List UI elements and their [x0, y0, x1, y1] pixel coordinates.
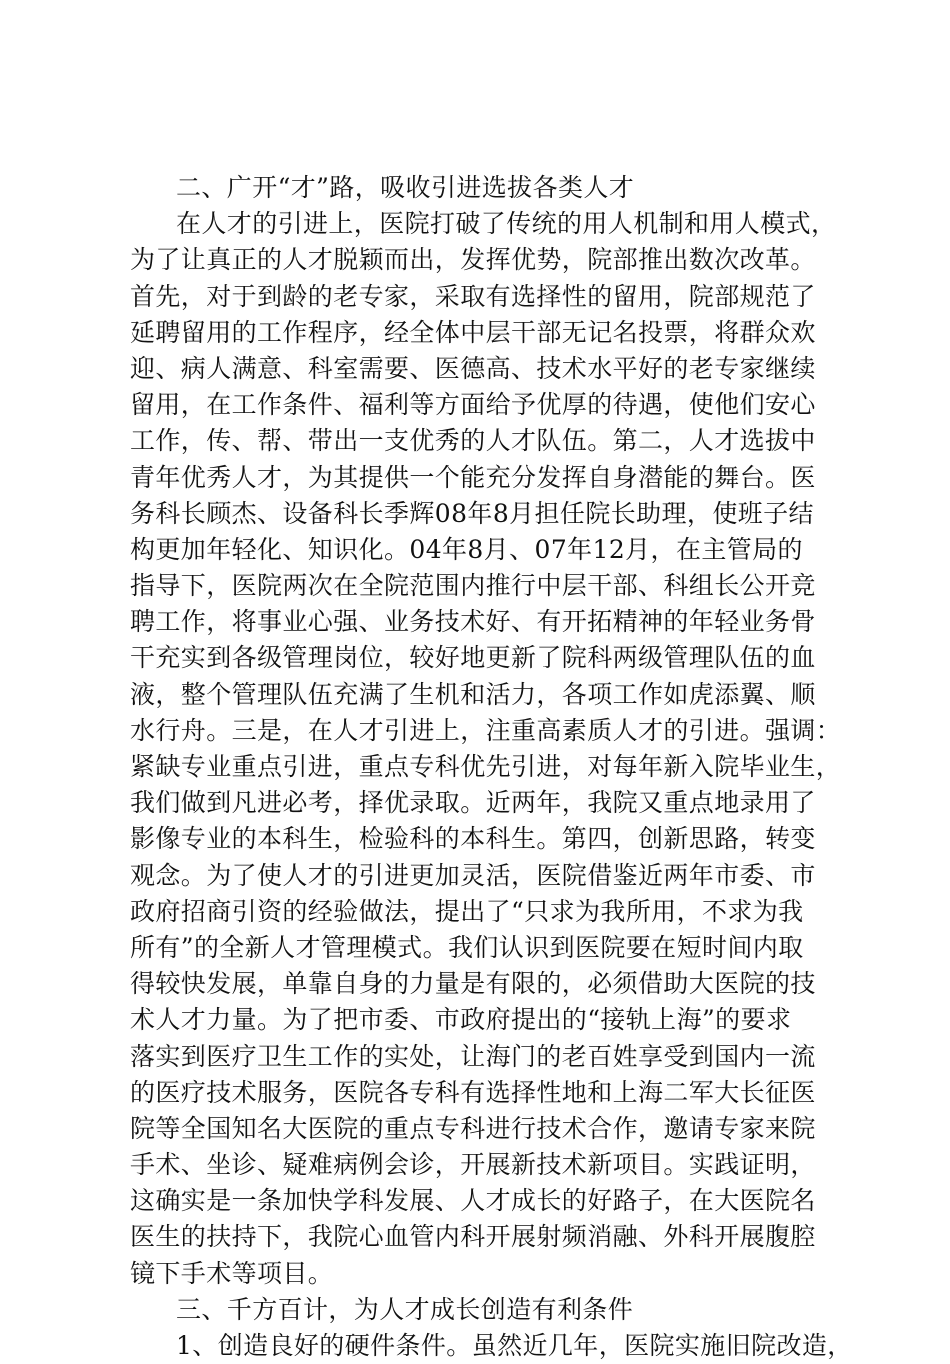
paragraph-line: 的医疗技术服务，医院各专科有选择性地和上海二军大长征医: [130, 1077, 816, 1107]
paragraph-line: 指导下，医院两次在全院范围内推行中层干部、科组长公开竞: [130, 571, 816, 601]
paragraph-line: 在人才的引进上，医院打破了传统的用人机制和用人模式，: [176, 209, 837, 239]
paragraph-line: 留用，在工作条件、福利等方面给予优厚的待遇，使他们安心: [130, 390, 816, 420]
paragraph-line: 水行舟。三是，在人才引进上，注重高素质人才的引进。强调：: [130, 715, 842, 745]
paragraph-line: 医生的扶持下，我院心血管内科开展射频消融、外科开展腹腔: [130, 1222, 816, 1252]
paragraph-line: 术人才力量。为了把市委、市政府提出的“接轨上海”的要求: [130, 1005, 792, 1035]
paragraph-line: 延聘留用的工作程序，经全体中层干部无记名投票，将群众欢: [130, 317, 816, 347]
paragraph-line: 迎、病人满意、科室需要、医德高、技术水平好的老专家继续: [130, 353, 816, 383]
section-heading-2: 二、广开“才”路，吸收引进选拔各类人才: [176, 173, 635, 202]
paragraph-line: 干充实到各级管理岗位，较好地更新了院科两级管理队伍的血: [130, 643, 816, 673]
paragraph-line: 紧缺专业重点引进，重点专科优先引进，对每年新入院毕业生，: [130, 752, 842, 781]
paragraph-line: 聘工作，将事业心强、业务技术好、有开拓精神的年轻业务骨: [130, 607, 816, 637]
paragraph-line: 青年优秀人才，为其提供一个能充分发挥自身潜能的舞台。医: [130, 462, 816, 492]
paragraph-line: 务科长顾杰、设备科长季辉08年8月担任院长助理，使班子结: [130, 498, 814, 528]
paragraph-line: 观念。为了使人才的引进更加灵活，医院借鉴近两年市委、市: [130, 860, 816, 890]
paragraph-line: 院等全国知名大医院的重点专科进行技术合作，邀请专家来院: [130, 1113, 816, 1143]
paragraph-line: 所有”的全新人才管理模式。我们认识到医院要在短时间内取: [130, 932, 804, 962]
paragraph-line: 工作，传、帮、带出一支优秀的人才队伍。第二，人才选拔中: [130, 426, 816, 456]
section-heading-3: 三、千方百计，为人才成长创造有利条件: [176, 1294, 634, 1324]
paragraph-line: 得较快发展，单靠自身的力量是有限的，必须借助大医院的技: [130, 969, 816, 999]
paragraph-line: 1、创造良好的硬件条件。虽然近几年，医院实施旧院改造，: [176, 1331, 853, 1360]
paragraph-line: 手术、坐诊、疑难病例会诊，开展新技术新项目。实践证明，: [130, 1150, 816, 1180]
paragraph-line: 镜下手术等项目。: [130, 1258, 334, 1288]
paragraph-line: 这确实是一条加快学科发展、人才成长的好路子，在大医院名: [130, 1186, 816, 1216]
paragraph-line: 为了让真正的人才脱颖而出，发挥优势，院部推出数次改革。: [130, 245, 816, 275]
paragraph-line: 构更加年轻化、知识化。04年8月、07年12月，在主管局的: [130, 534, 803, 564]
paragraph-line: 我们做到凡进必考，择优录取。近两年，我院又重点地录用了: [130, 788, 816, 818]
body-text: [130, 170, 853, 1364]
paragraph-line: 落实到医疗卫生工作的实处，让海门的老百姓享受到国内一流: [130, 1041, 816, 1071]
paragraph-line: 政府招商引资的经验做法，提出了“只求为我所用，不求为我: [130, 896, 804, 926]
paragraph-line: 影像专业的本科生，检验科的本科生。第四，创新思路，转变: [130, 824, 816, 854]
paragraph-line: 首先，对于到龄的老专家，采取有选择性的留用，院部规范了: [130, 281, 816, 311]
paragraph-line: 液，整个管理队伍充满了生机和活力，各项工作如虎添翼、顺: [130, 679, 816, 709]
